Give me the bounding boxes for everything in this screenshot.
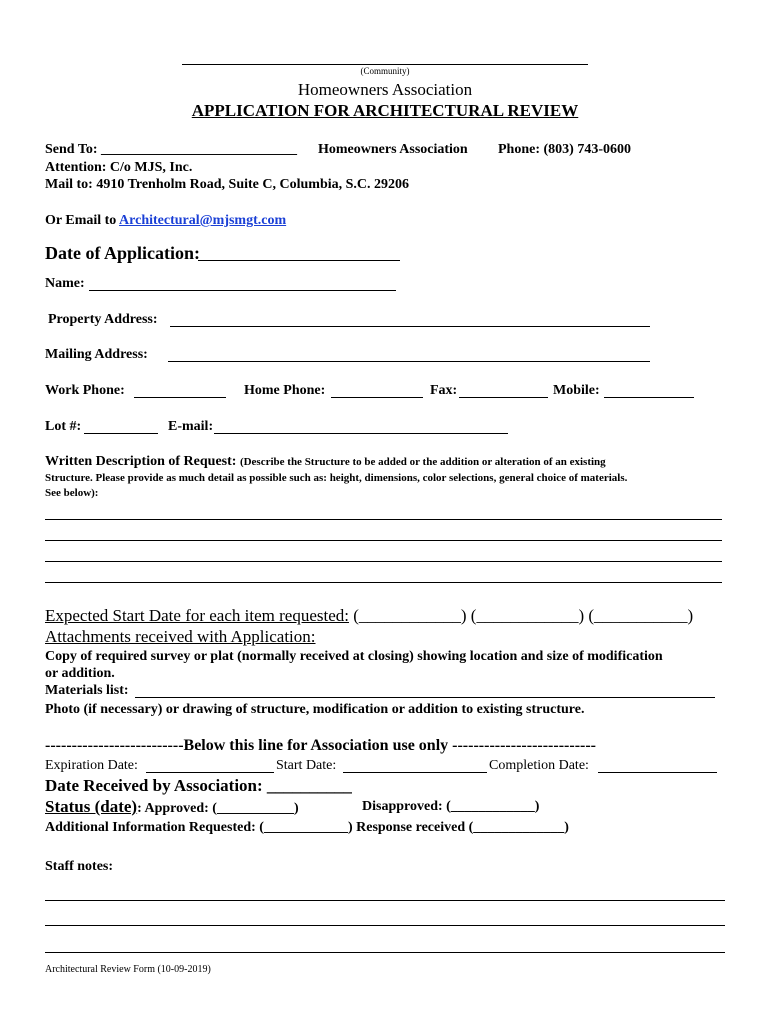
start-date-label: Start Date: bbox=[276, 758, 337, 773]
mailing-address-label: Mailing Address: bbox=[45, 347, 148, 362]
expected-start-date-slots[interactable]: (____________) (____________) (___________) bbox=[353, 606, 694, 625]
community-label: (Community) bbox=[360, 66, 410, 76]
community-line bbox=[182, 64, 588, 65]
association-divider: --------------------------Below this line for Association use only --------------------------- bbox=[45, 737, 597, 754]
description-line-2[interactable] bbox=[45, 540, 722, 541]
description-line-3[interactable] bbox=[45, 561, 722, 562]
description-line-1[interactable] bbox=[45, 519, 722, 520]
disapproved-field[interactable]: Disapproved: (____________) bbox=[362, 799, 540, 814]
attachments-label: Attachments received with Application: bbox=[45, 627, 316, 646]
expiration-date-field[interactable] bbox=[146, 772, 274, 773]
hoa-label: Homeowners Association bbox=[297, 80, 473, 99]
approved-field[interactable]: Approved: (___________) bbox=[144, 801, 299, 816]
name-label: Name: bbox=[45, 276, 85, 291]
email-line bbox=[45, 213, 286, 229]
property-address-field[interactable] bbox=[170, 326, 650, 327]
staff-notes-line-3[interactable] bbox=[45, 952, 725, 953]
status-row: Status (date): Approved: (___________) bbox=[45, 797, 299, 816]
name-field[interactable] bbox=[89, 290, 396, 291]
mobile-field[interactable] bbox=[604, 397, 694, 398]
email-field-label: E-mail: bbox=[168, 419, 214, 434]
fax-field[interactable] bbox=[459, 397, 548, 398]
materials-list-label: Materials list: bbox=[45, 683, 129, 698]
email-field[interactable] bbox=[214, 433, 508, 434]
staff-notes-line-1[interactable] bbox=[45, 900, 725, 901]
mobile-label: Mobile: bbox=[553, 383, 600, 398]
start-date-field[interactable] bbox=[343, 772, 487, 773]
date-received-label: Date Received by Association: __________ bbox=[45, 776, 352, 795]
page-title: APPLICATION FOR ARCHITECTURAL REVIEW bbox=[191, 101, 579, 120]
expected-start-date-text: Expected Start Date for each item requested: bbox=[45, 606, 349, 625]
description-heading bbox=[45, 454, 606, 470]
lot-label: Lot #: bbox=[45, 419, 82, 434]
description-instructions-3: See below): bbox=[45, 487, 99, 499]
photo-text: Photo (if necessary) or drawing of structure, modification or addition to existing structure. bbox=[45, 702, 585, 717]
staff-notes-label: Staff notes: bbox=[45, 859, 114, 874]
email-link[interactable]: Architectural@mjsmgt.com bbox=[119, 213, 287, 228]
additional-info-label[interactable]: Additional Information Requested: (____________) Response received (_____________) bbox=[45, 820, 569, 835]
home-phone-field[interactable] bbox=[331, 397, 423, 398]
fax-label: Fax: bbox=[430, 383, 458, 398]
staff-notes-line-2[interactable] bbox=[45, 925, 725, 926]
expiration-date-label: Expiration Date: bbox=[45, 758, 138, 773]
status-date-label: Status (date) bbox=[45, 797, 138, 816]
lot-field[interactable] bbox=[84, 433, 158, 434]
completion-date-label: Completion Date: bbox=[489, 758, 589, 773]
form-footer: Architectural Review Form (10-09-2019) bbox=[45, 964, 211, 975]
survey-copy-text-2: or addition. bbox=[45, 666, 115, 681]
completion-date-field[interactable] bbox=[598, 772, 717, 773]
home-phone-label: Home Phone: bbox=[244, 383, 326, 398]
send-hoa-label: Homeowners Association bbox=[318, 142, 468, 157]
phone-label: Phone: (803) 743-0600 bbox=[498, 142, 631, 157]
expected-start-date-label bbox=[45, 606, 693, 626]
description-instructions-2: Structure. Please provide as much detail as possible such as: height, dimensions, color selections, general choice of materials. bbox=[45, 472, 628, 484]
mailing-address-field[interactable] bbox=[168, 361, 650, 362]
work-phone-field[interactable] bbox=[134, 397, 226, 398]
email-prefix: Or Email to bbox=[45, 213, 120, 228]
attention-label: Attention: C/o MJS, Inc. bbox=[45, 160, 193, 175]
description-line-4[interactable] bbox=[45, 582, 722, 583]
mail-to-label: Mail to: 4910 Trenholm Road, Suite C, Columbia, S.C. 29206 bbox=[45, 177, 410, 192]
date-of-application-field[interactable] bbox=[198, 260, 400, 261]
materials-list-field[interactable] bbox=[135, 697, 715, 698]
property-address-label: Property Address: bbox=[48, 312, 158, 327]
description-heading-text: Written Description of Request: bbox=[45, 454, 237, 469]
date-of-application-label: Date of Application: bbox=[45, 243, 200, 263]
send-to-label: Send To: ____________________________ bbox=[45, 142, 298, 157]
description-instructions: (Describe the Structure to be added or the addition or alteration of an existing bbox=[239, 456, 606, 468]
survey-copy-text: Copy of required survey or plat (normally received at closing) showing location and size of modification bbox=[45, 649, 663, 664]
work-phone-label: Work Phone: bbox=[45, 383, 125, 398]
